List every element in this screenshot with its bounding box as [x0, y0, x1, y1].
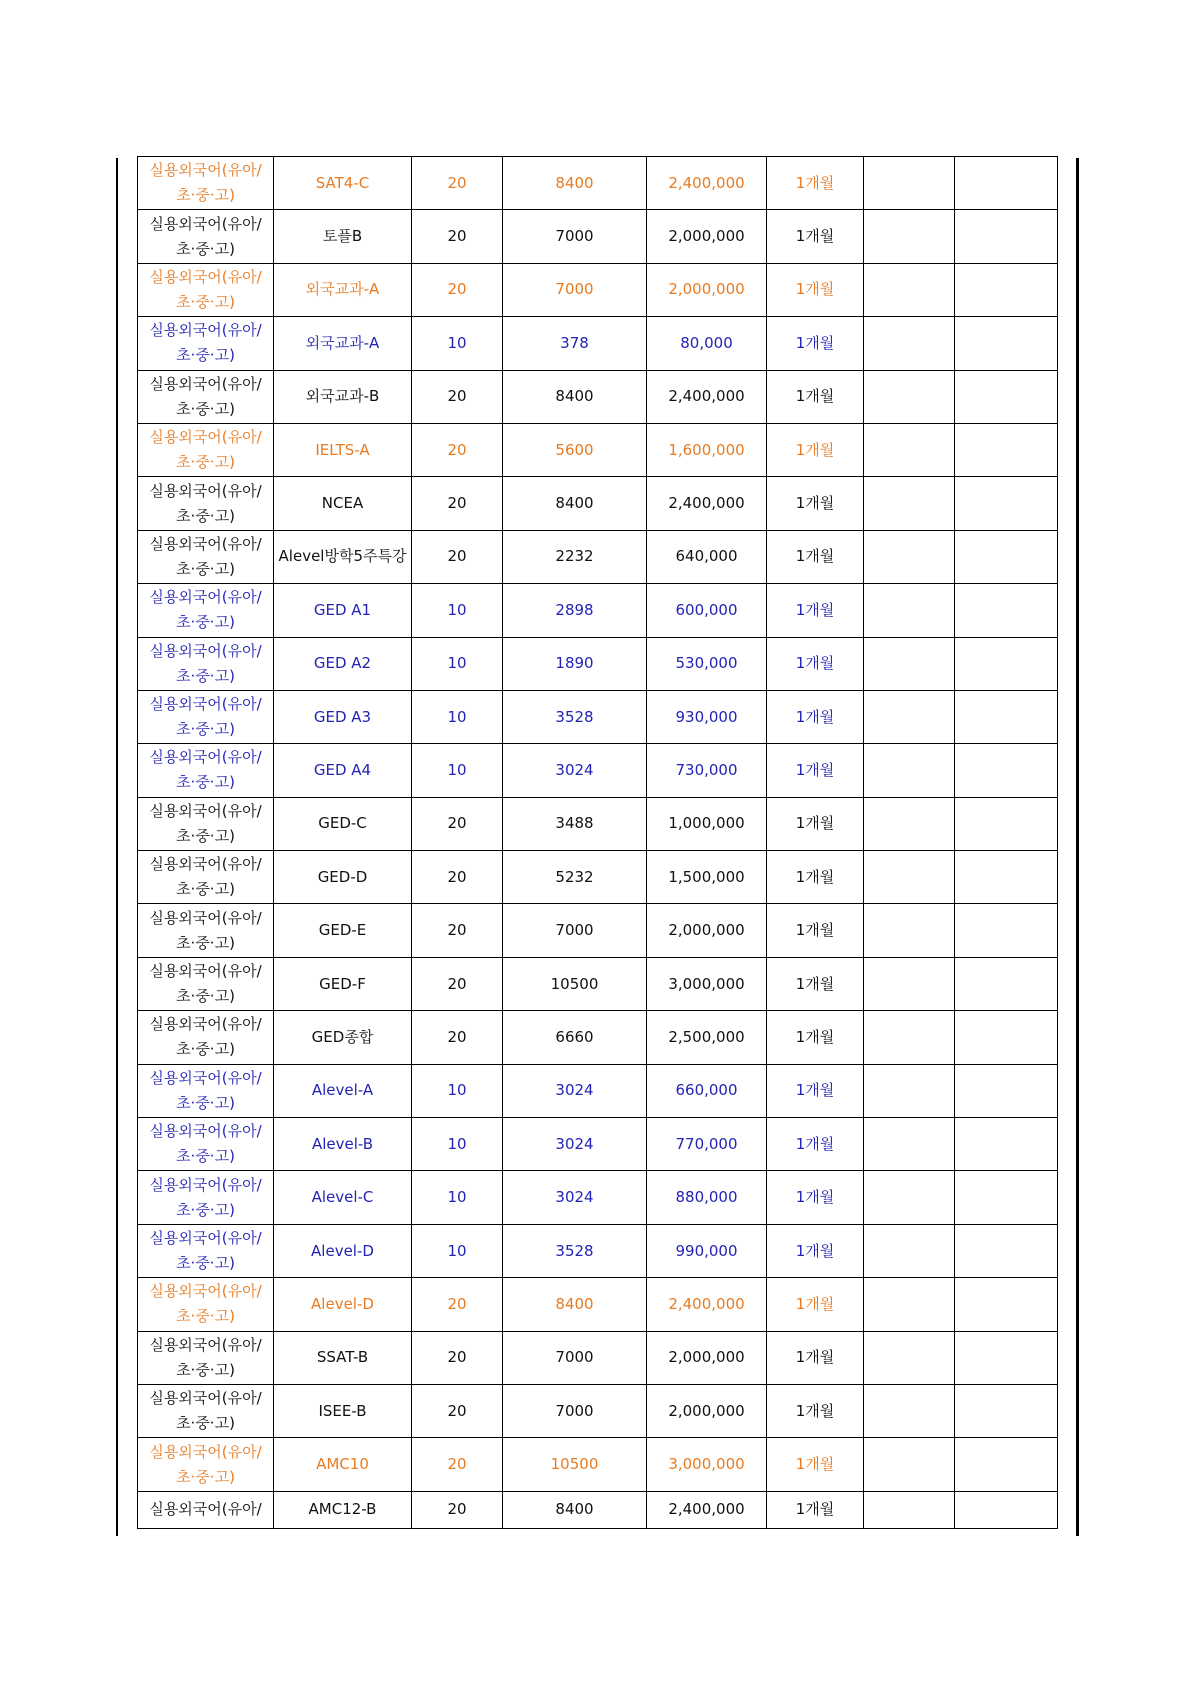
hours-cell: 8400	[503, 370, 647, 423]
table-row	[138, 317, 1058, 370]
empty-cell	[864, 1331, 955, 1384]
period-cell: 1개월	[767, 370, 864, 423]
table-row	[138, 851, 1058, 904]
hours-cell: 10500	[503, 957, 647, 1010]
capacity-cell: 20	[412, 530, 503, 583]
program-name-cell	[138, 317, 274, 370]
table-body	[138, 157, 1058, 1529]
table-row	[138, 904, 1058, 957]
capacity-cell: 20	[412, 797, 503, 850]
program-name-cell	[138, 1438, 274, 1491]
hours-cell: 3488	[503, 797, 647, 850]
fee-cell: 880,000	[647, 1171, 767, 1224]
program-name-line2: 초·중·고)	[176, 1147, 235, 1166]
program-name-line1: 실용외국어(유아/	[149, 1122, 262, 1141]
capacity-cell: 10	[412, 1171, 503, 1224]
program-name-line1: 실용외국어(유아/	[149, 481, 262, 500]
program-name-cell	[138, 530, 274, 583]
program-name-line2: 초·중·고)	[176, 399, 235, 418]
empty-cell	[955, 744, 1058, 797]
empty-cell	[864, 1011, 955, 1064]
period-cell: 1개월	[767, 744, 864, 797]
empty-cell	[955, 370, 1058, 423]
program-name-line1: 실용외국어(유아/	[149, 695, 262, 714]
empty-cell	[864, 957, 955, 1010]
table-row	[138, 797, 1058, 850]
period-cell: 1개월	[767, 1118, 864, 1171]
capacity-cell: 20	[412, 1011, 503, 1064]
course-name-cell: SSAT-B	[274, 1331, 412, 1384]
empty-cell	[955, 637, 1058, 690]
program-name-line2: 초·중·고)	[176, 186, 235, 205]
table-row	[138, 477, 1058, 530]
period-cell: 1개월	[767, 210, 864, 263]
fee-cell: 2,400,000	[647, 477, 767, 530]
table-row	[138, 210, 1058, 263]
hours-cell: 5232	[503, 851, 647, 904]
empty-cell	[955, 957, 1058, 1010]
empty-cell	[864, 1118, 955, 1171]
course-name-cell: 토플B	[274, 210, 412, 263]
table-row	[138, 1118, 1058, 1171]
course-name-cell: SAT4-C	[274, 157, 412, 210]
fee-cell: 2,000,000	[647, 1384, 767, 1437]
empty-cell	[955, 1224, 1058, 1277]
empty-cell	[864, 370, 955, 423]
period-cell: 1개월	[767, 1064, 864, 1117]
capacity-cell: 20	[412, 370, 503, 423]
period-cell: 1개월	[767, 157, 864, 210]
period-cell: 1개월	[767, 584, 864, 637]
program-name-line2: 초·중·고)	[176, 1254, 235, 1272]
hours-cell: 6660	[503, 1011, 647, 1064]
empty-cell	[955, 851, 1058, 904]
capacity-cell: 20	[412, 904, 503, 957]
course-name-cell: GED-F	[274, 957, 412, 1010]
empty-cell	[864, 317, 955, 370]
program-name-line1: 실용외국어(유아/	[149, 855, 262, 874]
program-name-line2: 초·중·고)	[176, 720, 235, 739]
tuition-fee-table	[137, 156, 1058, 1529]
hours-cell: 8400	[503, 1491, 647, 1528]
hours-cell: 8400	[503, 1278, 647, 1331]
program-name-cell	[138, 210, 274, 263]
capacity-cell: 10	[412, 317, 503, 370]
empty-cell	[864, 423, 955, 476]
program-name-line1: 실용외국어(유아/	[149, 801, 262, 820]
fee-cell: 2,400,000	[647, 1278, 767, 1331]
table-row	[138, 1438, 1058, 1491]
program-name-cell	[138, 904, 274, 957]
fee-cell: 930,000	[647, 690, 767, 743]
program-name-line2: 초·중·고)	[176, 826, 235, 845]
fee-cell: 2,400,000	[647, 157, 767, 210]
capacity-cell: 20	[412, 210, 503, 263]
program-name-line2: 초·중·고)	[176, 292, 235, 311]
empty-cell	[864, 1064, 955, 1117]
table-row	[138, 370, 1058, 423]
program-name-cell	[138, 1331, 274, 1384]
table-row	[138, 157, 1058, 210]
empty-cell	[955, 157, 1058, 210]
empty-cell	[864, 797, 955, 850]
course-name-cell: 외국교과-B	[274, 370, 412, 423]
program-name-line2: 초·중·고)	[176, 1040, 235, 1059]
program-name-line1: 실용외국어(유아/	[149, 534, 262, 553]
course-name-cell: GED-D	[274, 851, 412, 904]
capacity-cell: 20	[412, 157, 503, 210]
program-name-line1: 실용외국어(유아/	[149, 1389, 262, 1408]
period-cell: 1개월	[767, 1438, 864, 1491]
program-name-cell	[138, 1171, 274, 1224]
empty-cell	[864, 1438, 955, 1491]
hours-cell: 3528	[503, 690, 647, 743]
period-cell: 1개월	[767, 1491, 864, 1528]
course-name-cell: NCEA	[274, 477, 412, 530]
table-row	[138, 1064, 1058, 1117]
period-cell: 1개월	[767, 1278, 864, 1331]
empty-cell	[955, 1384, 1058, 1437]
empty-cell	[864, 851, 955, 904]
empty-cell	[864, 157, 955, 210]
program-name-cell	[138, 637, 274, 690]
course-name-cell: GED-E	[274, 904, 412, 957]
program-name-line2: 초·중·고)	[176, 613, 235, 632]
program-name-line2: 초·중·고)	[176, 239, 235, 258]
empty-cell	[864, 690, 955, 743]
program-name-line1: 실용외국어(유아/	[149, 161, 262, 180]
hours-cell: 10500	[503, 1438, 647, 1491]
hours-cell: 7000	[503, 263, 647, 316]
hours-cell: 1890	[503, 637, 647, 690]
program-name-cell	[138, 584, 274, 637]
course-name-cell: Alevel-C	[274, 1171, 412, 1224]
table-row	[138, 1491, 1058, 1528]
course-name-cell: GED종합	[274, 1011, 412, 1064]
period-cell: 1개월	[767, 851, 864, 904]
program-name-cell	[138, 423, 274, 476]
program-name-line2: 초·중·고)	[176, 1414, 235, 1433]
hours-cell: 7000	[503, 1384, 647, 1437]
program-name-line2: 초·중·고)	[176, 666, 235, 685]
capacity-cell: 20	[412, 1438, 503, 1491]
program-name-line1: 실용외국어(유아/	[149, 214, 262, 233]
program-name-line1: 실용외국어(유아/	[149, 1015, 262, 1034]
empty-cell	[955, 1171, 1058, 1224]
course-name-cell: GED-C	[274, 797, 412, 850]
capacity-cell: 10	[412, 744, 503, 797]
empty-cell	[864, 904, 955, 957]
program-name-line1: 실용외국어(유아/	[149, 1229, 262, 1247]
program-name-line1: 실용외국어(유아/	[149, 374, 262, 393]
empty-cell	[864, 1224, 955, 1277]
capacity-cell: 10	[412, 584, 503, 637]
empty-cell	[955, 904, 1058, 957]
program-name-cell	[138, 1118, 274, 1171]
program-name-line1: 실용외국어(유아/	[149, 908, 262, 927]
period-cell: 1개월	[767, 1224, 864, 1277]
table-row	[138, 263, 1058, 316]
table-row	[138, 1011, 1058, 1064]
hours-cell: 7000	[503, 210, 647, 263]
period-cell: 1개월	[767, 690, 864, 743]
program-name-line2: 초·중·고)	[176, 1200, 235, 1219]
program-name-line1: 실용외국어(유아/	[149, 267, 262, 286]
capacity-cell: 10	[412, 1224, 503, 1277]
hours-cell: 8400	[503, 477, 647, 530]
empty-cell	[864, 1384, 955, 1437]
capacity-cell: 10	[412, 690, 503, 743]
program-name-line1: 실용외국어(유아/	[149, 962, 262, 981]
page-border-left	[116, 158, 118, 1536]
hours-cell: 3024	[503, 1171, 647, 1224]
fee-cell: 530,000	[647, 637, 767, 690]
fee-cell: 2,000,000	[647, 263, 767, 316]
hours-cell: 2898	[503, 584, 647, 637]
program-name-line2: 초·중·고)	[176, 987, 235, 1006]
fee-cell: 660,000	[647, 1064, 767, 1117]
fee-cell: 3,000,000	[647, 957, 767, 1010]
period-cell: 1개월	[767, 477, 864, 530]
hours-cell: 7000	[503, 904, 647, 957]
program-name-cell	[138, 157, 274, 210]
empty-cell	[955, 690, 1058, 743]
program-name-line1: 실용외국어(유아/	[149, 1175, 262, 1194]
table-row	[138, 423, 1058, 476]
program-name-cell	[138, 1384, 274, 1437]
period-cell: 1개월	[767, 423, 864, 476]
period-cell: 1개월	[767, 957, 864, 1010]
program-name-cell	[138, 797, 274, 850]
fee-cell: 80,000	[647, 317, 767, 370]
table-row	[138, 1171, 1058, 1224]
fee-cell: 2,400,000	[647, 370, 767, 423]
fee-cell: 990,000	[647, 1224, 767, 1277]
course-name-cell: GED A2	[274, 637, 412, 690]
fee-cell: 730,000	[647, 744, 767, 797]
fee-cell: 1,600,000	[647, 423, 767, 476]
table-row	[138, 1278, 1058, 1331]
hours-cell: 3528	[503, 1224, 647, 1277]
hours-cell: 8400	[503, 157, 647, 210]
program-name-line1: 실용외국어(유아/	[149, 1442, 262, 1461]
fee-cell: 2,400,000	[647, 1491, 767, 1528]
program-name-cell	[138, 1224, 274, 1277]
program-name-line2: 초·중·고)	[176, 880, 235, 899]
empty-cell	[955, 797, 1058, 850]
program-name-cell	[138, 744, 274, 797]
program-name-cell	[138, 690, 274, 743]
program-name-line2: 초·중·고)	[176, 1360, 235, 1379]
capacity-cell: 20	[412, 957, 503, 1010]
hours-cell: 3024	[503, 744, 647, 797]
table-row	[138, 744, 1058, 797]
page-border-right	[1076, 158, 1079, 1536]
program-name-line1: 실용외국어(유아/	[149, 748, 262, 767]
program-name-line2: 초·중·고)	[176, 506, 235, 525]
period-cell: 1개월	[767, 1331, 864, 1384]
empty-cell	[864, 530, 955, 583]
course-name-cell: Alevel-A	[274, 1064, 412, 1117]
course-name-cell: Alevel-D	[274, 1278, 412, 1331]
hours-cell: 2232	[503, 530, 647, 583]
fee-cell: 1,000,000	[647, 797, 767, 850]
course-name-cell: GED A3	[274, 690, 412, 743]
program-name-cell	[138, 1064, 274, 1117]
hours-cell: 378	[503, 317, 647, 370]
fee-cell: 2,500,000	[647, 1011, 767, 1064]
empty-cell	[864, 584, 955, 637]
program-name-line1: 실용외국어(유아/	[149, 588, 262, 607]
hours-cell: 7000	[503, 1331, 647, 1384]
program-name-line1: 실용외국어(유아/	[149, 1335, 262, 1354]
empty-cell	[864, 744, 955, 797]
capacity-cell: 10	[412, 1064, 503, 1117]
period-cell: 1개월	[767, 904, 864, 957]
program-name-line1: 실용외국어(유아/	[149, 641, 262, 660]
program-name-cell	[138, 1491, 274, 1528]
empty-cell	[864, 1278, 955, 1331]
period-cell: 1개월	[767, 1171, 864, 1224]
program-name-line1: 실용외국어(유아/	[149, 321, 262, 340]
capacity-cell: 10	[412, 637, 503, 690]
capacity-cell: 20	[412, 263, 503, 316]
course-name-cell: GED A4	[274, 744, 412, 797]
fee-cell: 600,000	[647, 584, 767, 637]
table-row	[138, 1384, 1058, 1437]
fee-cell: 2,000,000	[647, 904, 767, 957]
empty-cell	[955, 263, 1058, 316]
empty-cell	[955, 317, 1058, 370]
period-cell: 1개월	[767, 1011, 864, 1064]
program-name-line2: 초·중·고)	[176, 773, 235, 792]
hours-cell: 5600	[503, 423, 647, 476]
capacity-cell: 20	[412, 1491, 503, 1528]
program-name-cell	[138, 1011, 274, 1064]
program-name-cell	[138, 477, 274, 530]
capacity-cell: 20	[412, 1331, 503, 1384]
capacity-cell: 20	[412, 1384, 503, 1437]
program-name-line2: 초·중·고)	[176, 346, 235, 365]
empty-cell	[955, 530, 1058, 583]
empty-cell	[955, 1331, 1058, 1384]
empty-cell	[864, 477, 955, 530]
course-name-cell: Alevel-B	[274, 1118, 412, 1171]
program-name-line1: 실용외국어(유아/	[149, 428, 262, 447]
table-row	[138, 530, 1058, 583]
fee-cell: 2,000,000	[647, 1331, 767, 1384]
course-name-cell: AMC10	[274, 1438, 412, 1491]
course-name-cell: IELTS-A	[274, 423, 412, 476]
empty-cell	[955, 584, 1058, 637]
fee-cell: 770,000	[647, 1118, 767, 1171]
course-name-cell: ISEE-B	[274, 1384, 412, 1437]
table-row	[138, 637, 1058, 690]
period-cell: 1개월	[767, 263, 864, 316]
empty-cell	[864, 1171, 955, 1224]
period-cell: 1개월	[767, 797, 864, 850]
empty-cell	[864, 637, 955, 690]
fee-cell: 3,000,000	[647, 1438, 767, 1491]
fee-cell: 640,000	[647, 530, 767, 583]
period-cell: 1개월	[767, 530, 864, 583]
empty-cell	[955, 1011, 1058, 1064]
empty-cell	[864, 210, 955, 263]
program-name-line2: 초·중·고)	[176, 933, 235, 952]
capacity-cell: 20	[412, 1278, 503, 1331]
fee-cell: 1,500,000	[647, 851, 767, 904]
empty-cell	[955, 1118, 1058, 1171]
course-name-cell: AMC12-B	[274, 1491, 412, 1528]
empty-cell	[955, 477, 1058, 530]
period-cell: 1개월	[767, 637, 864, 690]
capacity-cell: 20	[412, 851, 503, 904]
program-name-line2: 초·중·고)	[176, 453, 235, 472]
table-row	[138, 1224, 1058, 1277]
empty-cell	[955, 1278, 1058, 1331]
capacity-cell: 10	[412, 1118, 503, 1171]
table-row	[138, 1331, 1058, 1384]
period-cell: 1개월	[767, 317, 864, 370]
course-name-cell: 외국교과-A	[274, 263, 412, 316]
capacity-cell: 20	[412, 423, 503, 476]
table-row	[138, 690, 1058, 743]
empty-cell	[864, 1491, 955, 1528]
period-cell: 1개월	[767, 1384, 864, 1437]
program-name-line2: 초·중·고)	[176, 1307, 235, 1326]
fee-cell: 2,000,000	[647, 210, 767, 263]
course-name-cell: 외국교과-A	[274, 317, 412, 370]
empty-cell	[955, 1064, 1058, 1117]
program-name-line2: 초·중·고)	[176, 1093, 235, 1112]
program-name-cell	[138, 263, 274, 316]
program-name-cell	[138, 957, 274, 1010]
empty-cell	[955, 423, 1058, 476]
empty-cell	[864, 263, 955, 316]
empty-cell	[955, 210, 1058, 263]
table-row	[138, 957, 1058, 1010]
program-name-cell	[138, 370, 274, 423]
program-name-line2: 초·중·고)	[176, 559, 235, 578]
program-name-cell	[138, 1278, 274, 1331]
empty-cell	[955, 1438, 1058, 1491]
course-name-cell: Alevel-D	[274, 1224, 412, 1277]
course-name-cell: GED A1	[274, 584, 412, 637]
hours-cell: 3024	[503, 1064, 647, 1117]
capacity-cell: 20	[412, 477, 503, 530]
empty-cell	[955, 1491, 1058, 1528]
program-name-line1: 실용외국어(유아/	[149, 1068, 262, 1087]
program-name-line2: 초·중·고)	[176, 1467, 235, 1486]
program-name-line1: 실용외국어(유아/	[149, 1282, 262, 1301]
course-name-cell: Alevel방학5주특강	[274, 530, 412, 583]
program-name-line1: 실용외국어(유아/	[149, 1500, 262, 1519]
hours-cell: 3024	[503, 1118, 647, 1171]
table-row	[138, 584, 1058, 637]
program-name-cell	[138, 851, 274, 904]
